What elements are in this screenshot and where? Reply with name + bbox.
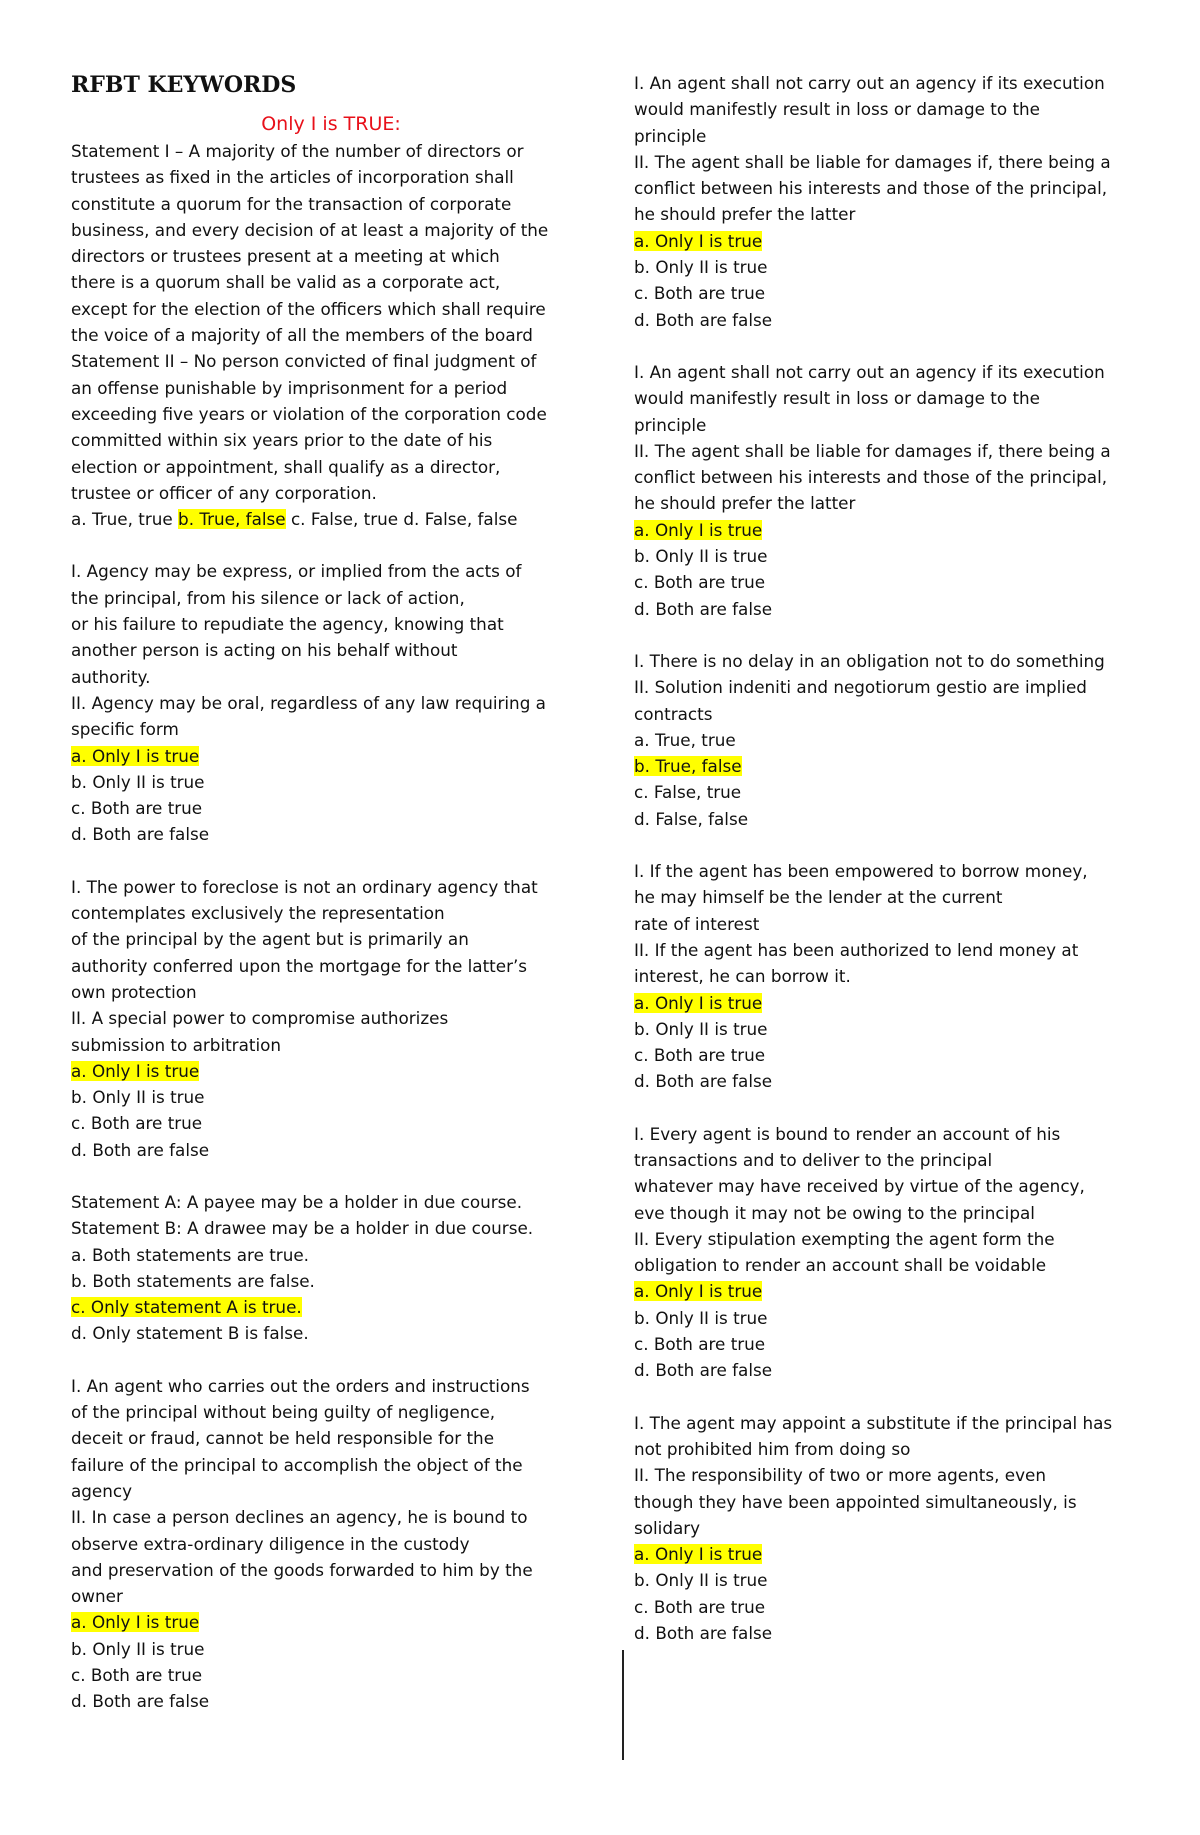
question-6 [634,70,1174,333]
correct-answer-option: a. Only I is true [634,992,763,1013]
answer-option [634,1278,1174,1304]
answer-option [634,753,1174,779]
question-text-line: and preservation of the goods forwarded to him by the [71,1559,533,1580]
question-text-line: contracts [634,703,713,724]
page-title: RFBT KEYWORDS [71,72,297,98]
question-text-line: II. Every stipulation exempting the agent form the [634,1228,1055,1249]
answer-option: c. Both are true [634,572,766,593]
right-column [634,70,1174,1672]
question-text-line: agency [71,1480,133,1501]
question-7 [634,359,1174,622]
question-text-line: another person is acting on his behalf without [71,640,458,661]
answer-option: b. Only II is true [634,257,768,278]
answer-option: d. False, false [634,808,749,829]
answer-options-line [71,506,591,532]
question-text-line: authority conferred upon the mortgage for the latter’s [71,955,528,976]
answer-option: b. Only II is true [634,1570,768,1591]
question-text-line: I. An agent shall not carry out an agency if its execution [634,361,1105,382]
question-text-line: I. An agent who carries out the orders and instructions [71,1375,530,1396]
question-text-line: I. Every agent is bound to render an account of his [634,1123,1061,1144]
question-text-line: submission to arbitration [71,1034,282,1055]
question-text-line: conflict between his interests and those of the principal, [634,467,1108,488]
question-text-line: trustees as fixed in the articles of incorporation shall [71,167,514,188]
answer-option: c. False, true d. False, false [285,509,518,530]
question-text-line: authority. [71,666,151,687]
answer-option [71,1609,591,1635]
question-text-line: an offense punishable by imprisonment for a period [71,377,508,398]
question-text-line: he may himself be the lender at the current [634,887,1003,908]
answer-option [634,1541,1174,1567]
answer-option: d. Both are false [634,309,773,330]
correct-answer-option: a. Only I is true [71,1060,200,1081]
question-text-line: I. The agent may appoint a substitute if the principal has [634,1412,1113,1433]
correct-answer-option: a. Only I is true [634,230,763,251]
question-text-line: the voice of a majority of all the members of the board [71,325,533,346]
answer-option [634,228,1174,254]
answer-option: c. Both are true [634,1045,766,1066]
answer-option [634,990,1174,1016]
answer-option: c. Both are true [634,283,766,304]
question-text-line: Statement A: A payee may be a holder in due course. [71,1191,523,1212]
answer-option: d. Both are false [71,1139,210,1160]
question-text-line: conflict between his interests and those of the principal, [634,178,1108,199]
correct-answer-option: a. Only I is true [71,1612,200,1633]
question-text-line: or his failure to repudiate the agency, knowing that [71,614,504,635]
answer-option: b. Both statements are false. [71,1270,315,1291]
question-text-line: observe extra-ordinary diligence in the custody [71,1533,470,1554]
correct-answer-option: a. Only I is true [634,1544,763,1565]
question-11 [634,1410,1174,1647]
answer-option: d. Both are false [71,1691,210,1712]
question-text-line: Statement I – A majority of the number of directors or [71,141,524,161]
question-text-line: he should prefer the latter [634,493,856,514]
answer-option: b. Only II is true [71,771,205,792]
question-text-line: obligation to render an account shall be voidable [634,1255,1047,1276]
question-text-line: of the principal without being guilty of negligence, [71,1402,496,1423]
question-text-line: though they have been appointed simultaneously, is [634,1491,1077,1512]
question-text-line: principle [634,414,707,435]
answer-option: b. Only II is true [71,1638,205,1659]
question-text-line: rate of interest [634,913,760,934]
answer-option: c. Both are true [634,1596,766,1617]
correct-answer-option: a. Only I is true [71,745,200,766]
question-text-line: interest, he can borrow it. [634,966,851,987]
question-text-line: Statement B: A drawee may be a holder in due course. [71,1218,534,1239]
answer-option: d. Both are false [634,1623,773,1644]
correct-answer-option: a. Only I is true [634,519,763,540]
answer-option: d. Both are false [71,824,210,845]
question-text-line: there is a quorum shall be valid as a corporate act, [71,272,501,293]
question-text-line: deceit or fraud, cannot be held responsible for the [71,1428,495,1449]
question-text-line: solidary [634,1517,701,1538]
correct-answer-option: b. True, false [634,756,742,777]
question-text-line: I. If the agent has been empowered to borrow money, [634,861,1088,882]
correct-answer-option: a. Only I is true [634,1281,763,1302]
question-4 [71,1189,591,1347]
question-text-line: principle [634,125,707,146]
answer-option: a. True, true [634,729,736,750]
answer-option: c. Both are true [634,1334,766,1355]
answer-option: d. Both are false [634,1071,773,1092]
question-text-line: failure of the principal to accomplish the object of the [71,1454,523,1475]
section-subtitle: Only I is TRUE: [261,113,401,135]
question-5 [71,1373,591,1715]
answer-option: c. Both are true [71,798,203,819]
question-text-line: I. There is no delay in an obligation not to do something [634,650,1105,671]
question-text-line: contemplates exclusively the representation [71,903,445,924]
question-text-line: II. The agent shall be liable for damages if, there being a [634,151,1111,172]
question-text-line: specific form [71,719,179,740]
answer-option: b. Only II is true [634,1307,768,1328]
left-column [71,70,591,1741]
answer-option [71,743,591,769]
column-divider [622,1650,624,1760]
question-text-line: transactions and to deliver to the principal [634,1149,993,1170]
question-10 [634,1121,1174,1384]
question-text-line: II. In case a person declines an agency, he is bound to [71,1507,528,1528]
question-text-line: trustee or officer of any corporation. [71,482,377,503]
question-text-line: of the principal by the agent but is primarily an [71,929,469,950]
question-text-line: constitute a quorum for the transaction of corporate [71,193,512,214]
question-text-line: eve though it may not be owing to the principal [634,1202,1035,1223]
answer-option: d. Only statement B is false. [71,1323,309,1344]
question-text-line: II. Agency may be oral, regardless of any law requiring a [71,692,546,713]
answer-option [71,1294,591,1320]
question-8 [634,648,1174,832]
answer-option: b. Only II is true [634,546,768,567]
question-text-line: I. The power to foreclose is not an ordinary agency that [71,876,538,897]
question-text-line: owner [71,1586,123,1607]
question-text-line: II. A special power to compromise authorizes [71,1008,449,1029]
question-text-line: business, and every decision of at least a majority of the [71,219,549,240]
answer-option: c. Both are true [71,1113,203,1134]
question-2 [71,558,591,847]
question-text-line: he should prefer the latter [634,204,856,225]
question-text-line: II. The responsibility of two or more agents, even [634,1465,1046,1486]
question-9 [634,858,1174,1095]
question-3 [71,874,591,1163]
question-text-line: would manifestly result in loss or damage to the [634,99,1040,120]
question-text-line: committed within six years prior to the date of his [71,430,493,451]
answer-option: b. Only II is true [71,1087,205,1108]
question-text-line: I. Agency may be express, or implied from the acts of [71,561,522,582]
answer-option: a. Both statements are true. [71,1244,310,1265]
answer-option: c. Both are true [71,1665,203,1686]
question-text-line: II. Solution indeniti and negotiorum gestio are implied [634,677,1087,698]
question-text-line: own protection [71,981,197,1002]
answer-option [634,517,1174,543]
answer-option: a. True, true [71,509,179,530]
answer-option: d. Both are false [634,598,773,619]
question-text-line: Statement II – No person convicted of final judgment of [71,351,537,372]
question-text-line: exceeding five years or violation of the corporation code [71,403,547,424]
answer-option: d. Both are false [634,1360,773,1381]
question-text-line: election or appointment, shall qualify as a director, [71,456,501,477]
answer-option: c. False, true [634,782,742,803]
question-text-line: directors or trustees present at a meeting at which [71,246,500,267]
question-text-line: except for the election of the officers which shall require [71,298,546,319]
correct-answer-option: b. True, false [178,509,286,530]
correct-answer-option: c. Only statement A is true. [71,1297,302,1318]
question-text-line: whatever may have received by virtue of the agency, [634,1176,1085,1197]
question-text-line: would manifestly result in loss or damage to the [634,388,1040,409]
question-text-line: II. The agent shall be liable for damages if, there being a [634,440,1111,461]
answer-option [71,1058,591,1084]
question-text-line: I. An agent shall not carry out an agency if its execution [634,73,1105,93]
question-text-line: not prohibited him from doing so [634,1438,911,1459]
answer-option: b. Only II is true [634,1018,768,1039]
question-text-line: II. If the agent has been authorized to lend money at [634,939,1079,960]
question-text-line: the principal, from his silence or lack of action, [71,587,465,608]
question-1 [71,138,591,532]
